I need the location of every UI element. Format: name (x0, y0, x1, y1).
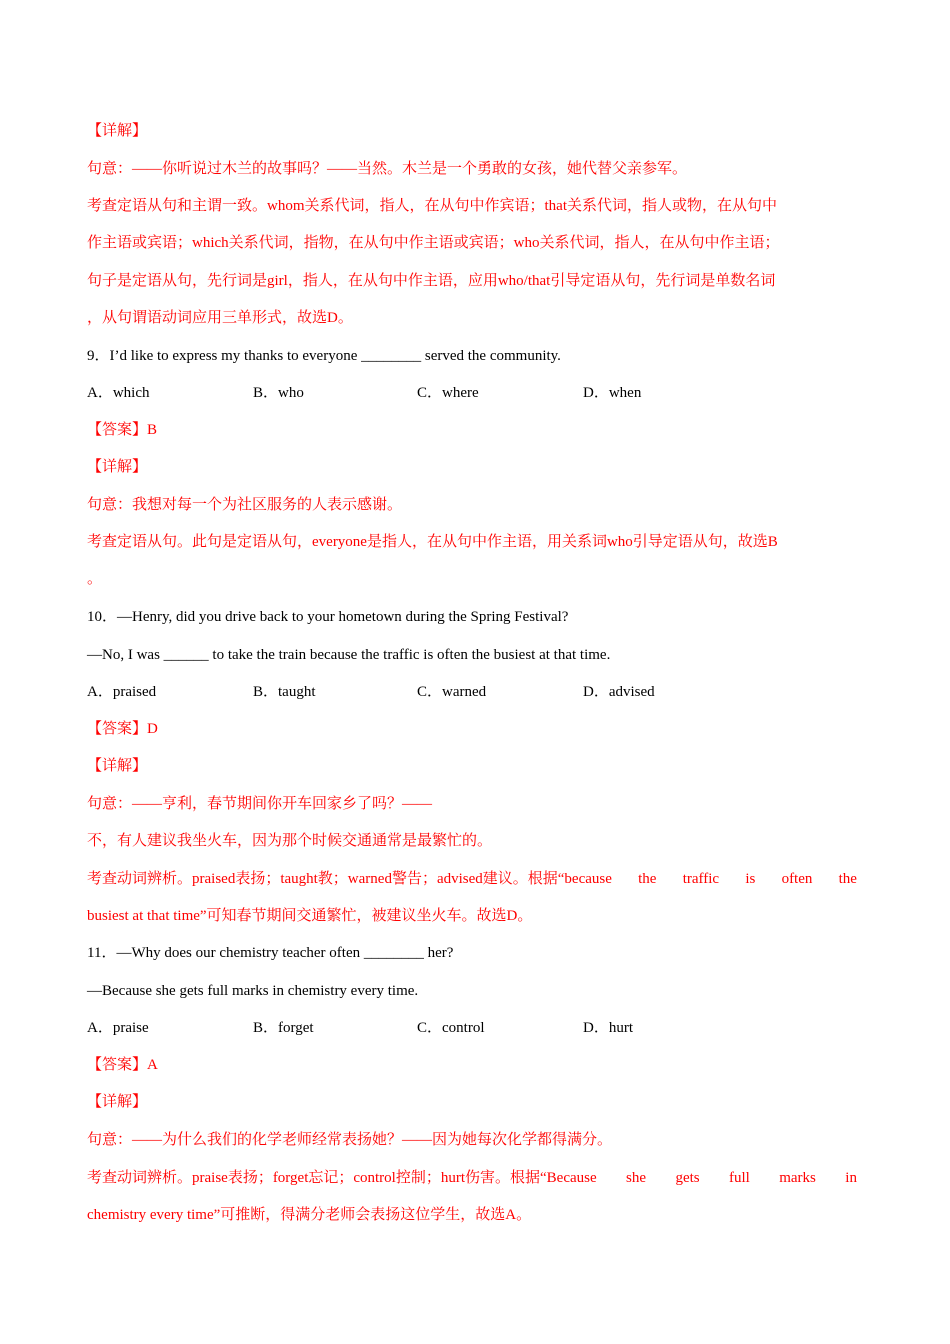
q10-option-b: B．taught (253, 684, 316, 700)
q11-analysis-word: marks (779, 1170, 816, 1186)
q11-option-d: D．hurt (583, 1020, 633, 1036)
q10-analysis-line-1 (87, 867, 857, 891)
q11-option-b: B．forget (253, 1020, 314, 1036)
q10-analysis-word: traffic (682, 871, 720, 887)
q9-option-b: B．who (253, 385, 304, 401)
q10-options (87, 680, 857, 704)
q11-analysis-word: gets (675, 1170, 700, 1186)
q9-option-d: D．when (583, 385, 642, 401)
q10-analysis-word: 考查动词辨析。praised表扬；taught教；warned警告；advised建议。根据“because (87, 871, 612, 887)
q11-analysis-word: she (626, 1170, 647, 1186)
q11-analysis-line-2: chemistry every time”可推断，得满分老师会表扬这位学生，故选A。 (87, 1207, 532, 1223)
q10-analysis-word: is (745, 871, 756, 887)
q10-option-d: D．advised (583, 684, 655, 700)
q9-analysis-line-1: 考查定语从句。此句是定语从句，everyone是指人，在从句中作主语，用关系词who引导定语从句，故选B (87, 534, 778, 550)
q9-meaning: 句意：我想对每一个为社区服务的人表示感谢。 (87, 497, 403, 513)
q11-question-line-2: —Because she gets full marks in chemistry every time. (87, 983, 419, 999)
q9-option-c: C．where (417, 385, 479, 401)
q9-answer: 【答案】B (87, 422, 158, 438)
q10-option-c: C．warned (417, 684, 487, 700)
q11-explain-tag: 【详解】 (87, 1094, 148, 1110)
q8-analysis-line-2: 作主语或宾语；which关系代词，指物，在从句中作主语或宾语；who关系代词，指人，在从句中作主语； (87, 235, 780, 251)
q11-meaning: 句意：——为什么我们的化学老师经常表扬她？——因为她每次化学都得满分。 (87, 1132, 613, 1148)
q9-analysis-line-2: 。 (87, 571, 103, 587)
q8-analysis-line-3: 句子是定语从句，先行词是girl，指人，在从句中作主语，应用who/that引导定语从句，先行词是单数名词 (87, 273, 776, 289)
q10-question-line-1: 10．—Henry, did you drive back to your hometown during the Spring Festival? (87, 609, 569, 625)
q10-analysis-line-2: busiest at that time”可知春节期间交通繁忙，被建议坐火车。故选D。 (87, 908, 533, 924)
q9-explain-tag: 【详解】 (87, 459, 148, 475)
q10-answer: 【答案】D (87, 721, 158, 737)
q9-question: 9．I’d like to express my thanks to everyone ________ served the community. (87, 348, 561, 364)
q11-options (87, 1016, 857, 1040)
q10-option-a: A．praised (87, 684, 157, 700)
q10-question-line-2: —No, I was ______ to take the train because the traffic is often the busiest at that time. (87, 647, 611, 663)
q10-analysis-word: the (838, 871, 857, 887)
q11-analysis-word: full (729, 1170, 750, 1186)
q8-explain-tag: 【详解】 (87, 123, 148, 139)
q8-analysis-line-4: ，从句谓语动词应用三单形式，故选D。 (87, 310, 353, 326)
q11-option-c: C．control (417, 1020, 485, 1036)
q8-meaning: 句意：——你听说过木兰的故事吗？——当然。木兰是一个勇敢的女孩，她代替父亲参军。 (87, 161, 688, 177)
q11-answer: 【答案】A (87, 1057, 158, 1073)
q11-analysis-word: in (845, 1170, 857, 1186)
q11-analysis-line-1 (87, 1166, 857, 1190)
q9-option-a: A．which (87, 385, 150, 401)
q10-explain-tag: 【详解】 (87, 758, 148, 774)
q11-question-line-1: 11．—Why does our chemistry teacher often ________ her? (87, 945, 454, 961)
q8-analysis-line-1: 考查定语从句和主谓一致。whom关系代词，指人，在从句中作宾语；that关系代词，指人或物，在从句中 (87, 198, 777, 214)
q10-meaning-line-2: 不，有人建议我坐火车，因为那个时候交通通常是最繁忙的。 (87, 833, 493, 849)
q11-option-a: A．praise (87, 1020, 149, 1036)
q11-analysis-word: 考查动词辨析。praise表扬；forget忘记；control控制；hurt伤害。根据“Because (87, 1170, 597, 1186)
q10-analysis-word: the (638, 871, 657, 887)
q9-options (87, 381, 857, 405)
q10-analysis-word: often (781, 871, 813, 887)
q10-meaning-line-1: 句意：——亨利，春节期间你开车回家乡了吗？—— (87, 796, 433, 812)
